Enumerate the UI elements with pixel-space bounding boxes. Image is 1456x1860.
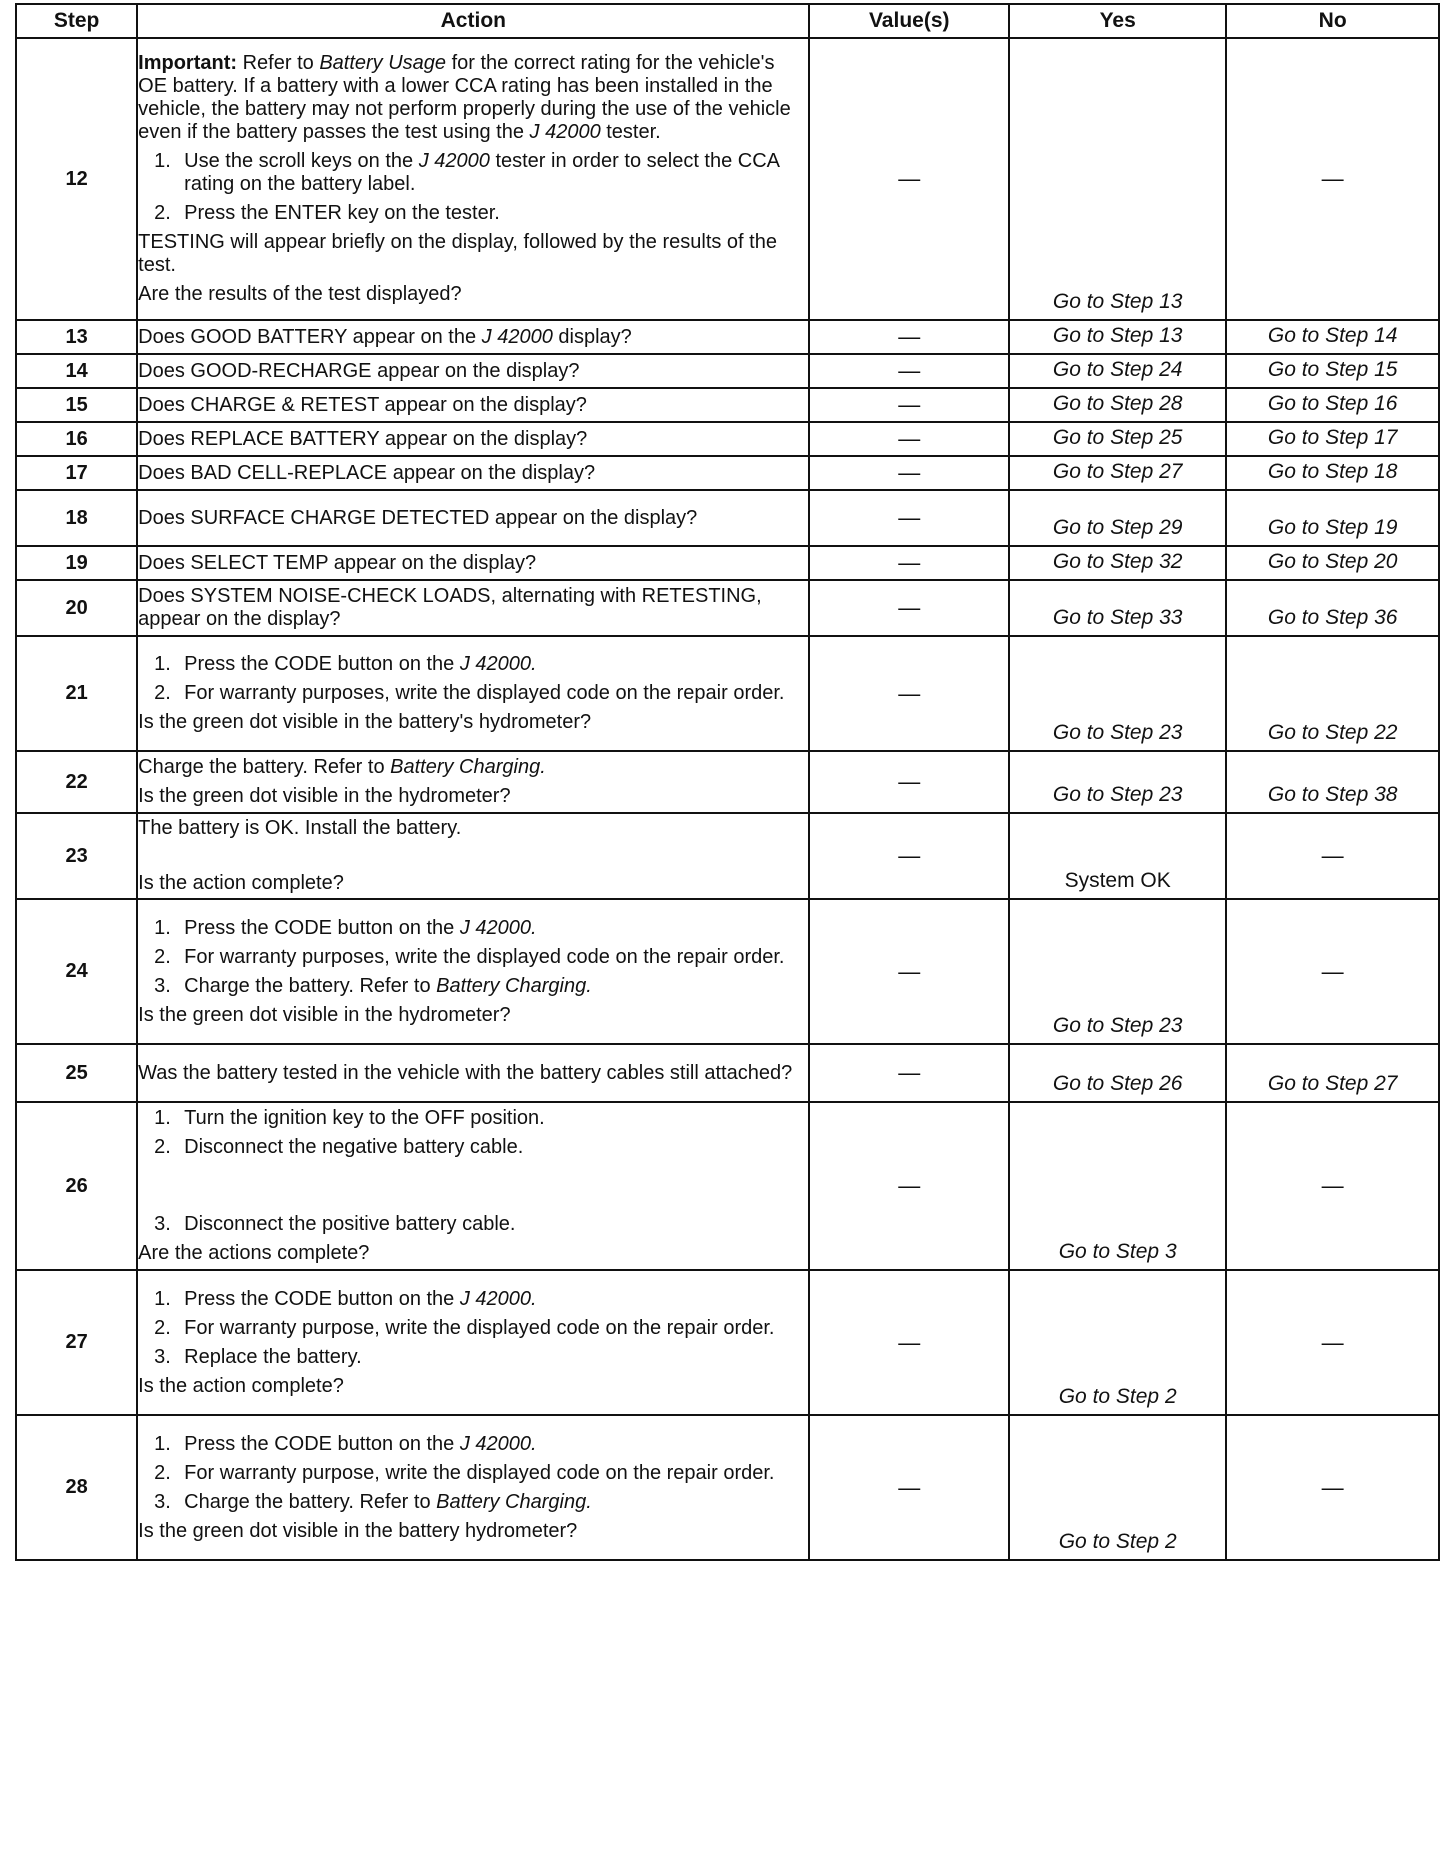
step-number: 27 bbox=[16, 1270, 137, 1415]
value-cell: — bbox=[809, 320, 1009, 354]
step-number: 26 bbox=[16, 1102, 137, 1270]
no-link[interactable]: Go to Step 36 bbox=[1267, 606, 1398, 629]
header-action: Action bbox=[137, 4, 809, 38]
yes-link[interactable]: Go to Step 29 bbox=[1052, 516, 1183, 539]
table-row bbox=[16, 1044, 1439, 1102]
value-cell: — bbox=[809, 388, 1009, 422]
value-cell: — bbox=[809, 751, 1009, 813]
action-cell bbox=[137, 899, 809, 1044]
no-cell: — bbox=[1226, 813, 1439, 899]
step-number: 18 bbox=[16, 490, 137, 546]
table-row bbox=[16, 636, 1439, 751]
list-item: 1. Press the CODE button on the J 42000. bbox=[154, 916, 537, 939]
list-item: 3. Charge the battery. Refer to Battery Charging. bbox=[154, 1490, 592, 1513]
header-row bbox=[16, 4, 1439, 38]
yes-cell bbox=[1009, 354, 1226, 388]
no-link[interactable]: Go to Step 22 bbox=[1267, 721, 1398, 744]
yes-link[interactable]: Go to Step 23 bbox=[1052, 783, 1183, 806]
no-cell: — bbox=[1226, 899, 1439, 1044]
action-cell bbox=[137, 1102, 809, 1270]
yes-link[interactable]: Go to Step 32 bbox=[1052, 550, 1183, 573]
action-cell: Does SELECT TEMP appear on the display? bbox=[137, 546, 809, 580]
no-link[interactable]: Go to Step 16 bbox=[1267, 392, 1398, 415]
list-item: 1. Press the CODE button on the J 42000. bbox=[154, 1287, 537, 1310]
yes-link[interactable]: Go to Step 13 bbox=[1052, 324, 1183, 347]
header-yes: Yes bbox=[1009, 4, 1226, 38]
yes-link[interactable]: Go to Step 13 bbox=[1052, 290, 1183, 313]
action-cell bbox=[137, 38, 809, 320]
step-number: 15 bbox=[16, 388, 137, 422]
step-number: 16 bbox=[16, 422, 137, 456]
value-cell: — bbox=[809, 899, 1009, 1044]
value-cell: — bbox=[809, 1044, 1009, 1102]
table-row bbox=[16, 546, 1439, 580]
action-cell: Was the battery tested in the vehicle with the battery cables still attached? bbox=[137, 1044, 809, 1102]
question-text: Is the green dot visible in the hydrometer? bbox=[138, 785, 511, 807]
header-step: Step bbox=[16, 4, 137, 38]
yes-cell bbox=[1009, 490, 1226, 546]
table-row bbox=[16, 354, 1439, 388]
no-cell bbox=[1226, 751, 1439, 813]
instruction-text: The battery is OK. Install the battery. bbox=[138, 817, 462, 839]
no-cell bbox=[1226, 546, 1439, 580]
no-link[interactable]: Go to Step 20 bbox=[1267, 550, 1398, 573]
yes-link[interactable]: Go to Step 26 bbox=[1052, 1072, 1183, 1095]
yes-cell bbox=[1009, 38, 1226, 320]
no-cell bbox=[1226, 354, 1439, 388]
table-row bbox=[16, 1102, 1439, 1270]
yes-cell bbox=[1009, 636, 1226, 751]
no-cell: — bbox=[1226, 1270, 1439, 1415]
value-cell: — bbox=[809, 1415, 1009, 1560]
no-cell bbox=[1226, 456, 1439, 490]
no-cell bbox=[1226, 422, 1439, 456]
no-cell bbox=[1226, 320, 1439, 354]
table-row bbox=[16, 899, 1439, 1044]
step-number: 28 bbox=[16, 1415, 137, 1560]
yes-cell bbox=[1009, 580, 1226, 636]
table-row bbox=[16, 320, 1439, 354]
question-text: Is the green dot visible in the battery hydrometer? bbox=[138, 1519, 578, 1542]
no-cell: — bbox=[1226, 1415, 1439, 1560]
no-cell bbox=[1226, 636, 1439, 751]
yes-cell bbox=[1009, 751, 1226, 813]
action-cell: Does GOOD BATTERY appear on the J 42000 display? bbox=[137, 320, 809, 354]
list-item: 1. Use the scroll keys on the J 42000 tester in order to select the CCA rating on the battery label. bbox=[154, 150, 779, 195]
action-cell bbox=[137, 1270, 809, 1415]
value-cell: — bbox=[809, 490, 1009, 546]
yes-link[interactable]: Go to Step 2 bbox=[1058, 1385, 1177, 1408]
table-row bbox=[16, 422, 1439, 456]
table-row bbox=[16, 751, 1439, 813]
no-link[interactable]: Go to Step 19 bbox=[1267, 516, 1398, 539]
step-number: 24 bbox=[16, 899, 137, 1044]
yes-cell bbox=[1009, 1102, 1226, 1270]
table-row bbox=[16, 580, 1439, 636]
step-number: 14 bbox=[16, 354, 137, 388]
table-row bbox=[16, 1270, 1439, 1415]
table-row bbox=[16, 1415, 1439, 1560]
step-number: 22 bbox=[16, 751, 137, 813]
action-cell bbox=[137, 751, 809, 813]
list-item: 3. Charge the battery. Refer to Battery Charging. bbox=[154, 974, 592, 997]
action-cell bbox=[137, 813, 809, 899]
action-cell bbox=[137, 636, 809, 751]
yes-link[interactable]: Go to Step 3 bbox=[1058, 1240, 1177, 1263]
yes-link[interactable]: Go to Step 25 bbox=[1052, 426, 1183, 449]
value-cell: — bbox=[809, 1270, 1009, 1415]
yes-cell bbox=[1009, 1415, 1226, 1560]
yes-link[interactable]: Go to Step 24 bbox=[1052, 358, 1183, 381]
table-row bbox=[16, 490, 1439, 546]
yes-link[interactable]: Go to Step 28 bbox=[1052, 392, 1183, 415]
instruction-text: Charge the battery. Refer to Battery Charging. bbox=[138, 756, 546, 778]
list-item: 2. For warranty purpose, write the displayed code on the repair order. bbox=[154, 1461, 775, 1484]
no-link[interactable]: Go to Step 27 bbox=[1267, 1072, 1398, 1095]
yes-cell bbox=[1009, 422, 1226, 456]
value-cell: — bbox=[809, 38, 1009, 320]
no-cell bbox=[1226, 490, 1439, 546]
important-note: Important: Refer to Battery Usage for the correct rating for the vehicle's OE battery. If a battery with a lower CCA rating has been installed in the vehicle, the battery may not perform properly during the use of the vehicle even if the battery passes the test using the J 42000 tester. bbox=[138, 52, 791, 143]
list-item: 2. For warranty purposes, write the displayed code on the repair order. bbox=[154, 945, 785, 968]
yes-cell bbox=[1009, 899, 1226, 1044]
yes-link[interactable]: Go to Step 2 bbox=[1058, 1530, 1177, 1553]
list-item: 2. For warranty purposes, write the displayed code on the repair order. bbox=[154, 682, 785, 704]
yes-result: System OK bbox=[1064, 869, 1171, 892]
question-text: Is the action complete? bbox=[138, 872, 344, 894]
table-row bbox=[16, 388, 1439, 422]
diagnostic-table bbox=[15, 3, 1440, 1561]
list-item: 2. Press the ENTER key on the tester. bbox=[154, 202, 500, 224]
header-values: Value(s) bbox=[809, 4, 1009, 38]
yes-cell bbox=[1009, 546, 1226, 580]
step-number: 12 bbox=[16, 38, 137, 320]
value-cell: — bbox=[809, 456, 1009, 490]
table-row bbox=[16, 38, 1439, 320]
yes-link[interactable]: Go to Step 27 bbox=[1052, 460, 1183, 483]
value-cell: — bbox=[809, 813, 1009, 899]
question-text: Is the green dot visible in the battery's hydrometer? bbox=[138, 711, 592, 733]
step-number: 20 bbox=[16, 580, 137, 636]
no-link[interactable]: Go to Step 17 bbox=[1267, 426, 1398, 449]
action-cell: Does SYSTEM NOISE-CHECK LOADS, alternating with RETESTING, appear on the display? bbox=[137, 580, 809, 636]
action-cell: Does REPLACE BATTERY appear on the display? bbox=[137, 422, 809, 456]
no-cell: — bbox=[1226, 1102, 1439, 1270]
question-text: Are the actions complete? bbox=[138, 1242, 370, 1264]
step-number: 17 bbox=[16, 456, 137, 490]
header-no: No bbox=[1226, 4, 1439, 38]
table-row bbox=[16, 813, 1439, 899]
question-text: Is the action complete? bbox=[138, 1374, 344, 1397]
value-cell: — bbox=[809, 636, 1009, 751]
step-number: 13 bbox=[16, 320, 137, 354]
list-item: 3. Disconnect the positive battery cable. bbox=[154, 1213, 516, 1235]
action-cell bbox=[137, 1415, 809, 1560]
yes-link[interactable]: Go to Step 23 bbox=[1052, 1014, 1183, 1037]
no-link[interactable]: Go to Step 18 bbox=[1267, 460, 1398, 483]
action-cell: Does GOOD-RECHARGE appear on the display? bbox=[137, 354, 809, 388]
table-row bbox=[16, 456, 1439, 490]
no-link[interactable]: Go to Step 14 bbox=[1267, 324, 1398, 347]
list-item: 1. Press the CODE button on the J 42000. bbox=[154, 653, 537, 675]
value-cell: — bbox=[809, 580, 1009, 636]
list-item: 1. Turn the ignition key to the OFF position. bbox=[154, 1107, 545, 1129]
list-item: 1. Press the CODE button on the J 42000. bbox=[154, 1432, 537, 1455]
question-text: Is the green dot visible in the hydrometer? bbox=[138, 1003, 511, 1026]
step-number: 19 bbox=[16, 546, 137, 580]
no-link[interactable]: Go to Step 15 bbox=[1267, 358, 1398, 381]
action-cell: Does CHARGE & RETEST appear on the display? bbox=[137, 388, 809, 422]
value-cell: — bbox=[809, 546, 1009, 580]
yes-cell bbox=[1009, 1270, 1226, 1415]
step-number: 21 bbox=[16, 636, 137, 751]
action-cell: Does BAD CELL-REPLACE appear on the display? bbox=[137, 456, 809, 490]
yes-cell bbox=[1009, 813, 1226, 899]
list-item: 2. For warranty purpose, write the displayed code on the repair order. bbox=[154, 1316, 775, 1339]
yes-cell bbox=[1009, 456, 1226, 490]
step-number: 25 bbox=[16, 1044, 137, 1102]
value-cell: — bbox=[809, 354, 1009, 388]
note-text: TESTING will appear briefly on the display, followed by the results of the test. bbox=[138, 231, 777, 276]
list-item: 3. Replace the battery. bbox=[154, 1345, 362, 1368]
no-cell: — bbox=[1226, 38, 1439, 320]
no-cell bbox=[1226, 388, 1439, 422]
yes-cell bbox=[1009, 388, 1226, 422]
value-cell: — bbox=[809, 422, 1009, 456]
yes-cell bbox=[1009, 320, 1226, 354]
no-link[interactable]: Go to Step 38 bbox=[1267, 783, 1398, 806]
yes-cell bbox=[1009, 1044, 1226, 1102]
yes-link[interactable]: Go to Step 33 bbox=[1052, 606, 1183, 629]
no-cell bbox=[1226, 1044, 1439, 1102]
no-cell bbox=[1226, 580, 1439, 636]
value-cell: — bbox=[809, 1102, 1009, 1270]
question-text: Are the results of the test displayed? bbox=[138, 283, 462, 305]
step-number: 23 bbox=[16, 813, 137, 899]
action-cell: Does SURFACE CHARGE DETECTED appear on the display? bbox=[137, 490, 809, 546]
yes-link[interactable]: Go to Step 23 bbox=[1052, 721, 1183, 744]
list-item: 2. Disconnect the negative battery cable. bbox=[154, 1136, 524, 1158]
